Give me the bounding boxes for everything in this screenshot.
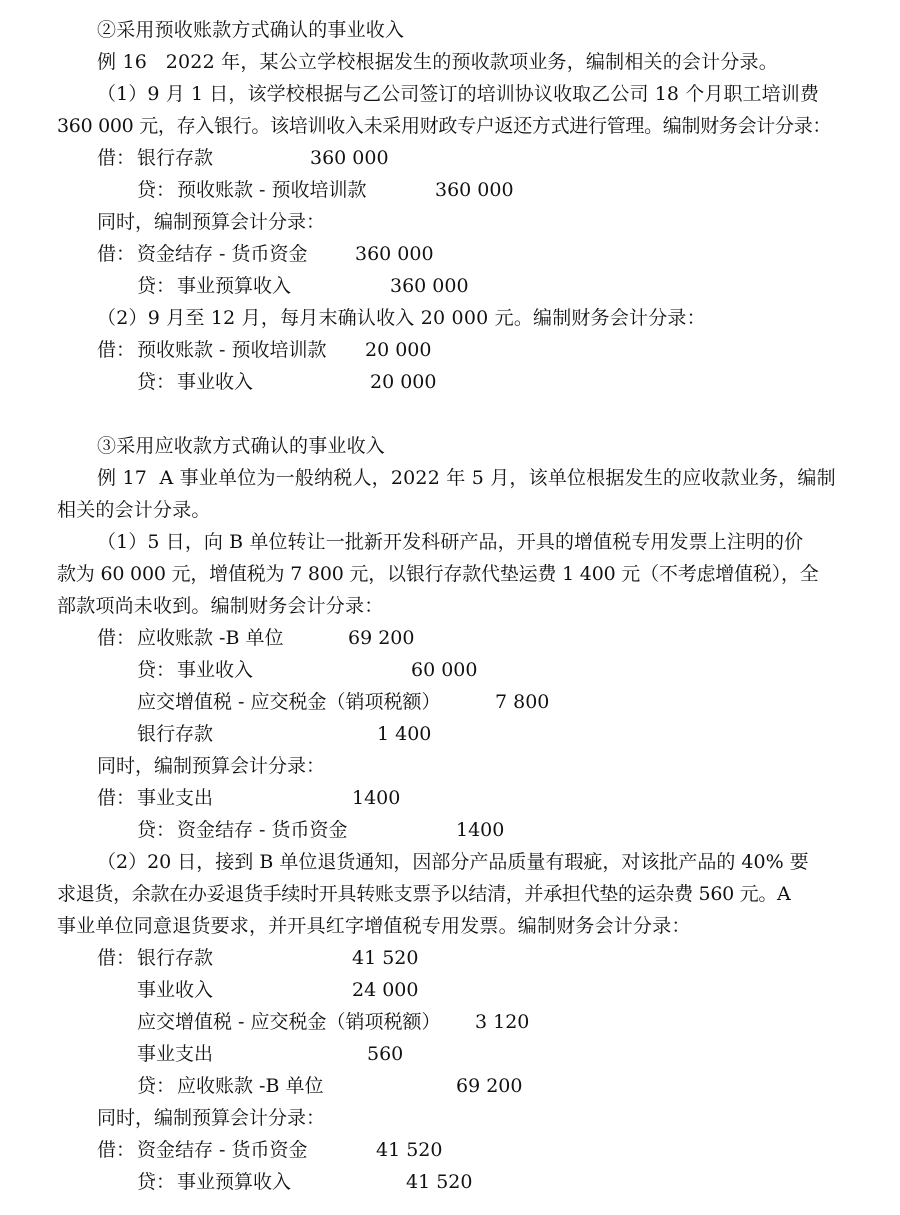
entry-side-debit: 借： xyxy=(97,947,136,969)
section-heading-advance-receipts: ②采用预收账款方式确认的事业收入 xyxy=(97,19,405,41)
entry-account: 事业支出 xyxy=(137,787,214,809)
entry-account: 银行存款 xyxy=(137,723,214,745)
entry-amount: 1 400 xyxy=(377,723,432,745)
entry-account: 应交增值税 - 应交税金（销项税额） xyxy=(137,691,441,713)
entry-amount: 1400 xyxy=(352,787,401,809)
entry-amount: 360 000 xyxy=(310,147,389,169)
entry-side-debit: 借： xyxy=(97,787,136,809)
entry-account: 银行存款 xyxy=(137,147,214,169)
entry-amount: 360 000 xyxy=(435,179,514,201)
entry-amount: 1400 xyxy=(456,819,505,841)
entry-account: 资金结存 - 货币资金 xyxy=(137,243,308,265)
entry-amount: 20 000 xyxy=(370,371,437,393)
entry-amount: 41 520 xyxy=(352,947,419,969)
entry-side-debit: 借： xyxy=(97,1139,136,1161)
example-16-item1-line2: 360 000 元，存入银行。该培训收入未采用财政专户返还方式进行管理。编制财务会计分录： xyxy=(57,115,832,137)
section-heading-receivables: ③采用应收款方式确认的事业收入 xyxy=(97,435,386,457)
entry-side-credit: 贷： xyxy=(137,179,176,201)
entry-account: 事业预算收入 xyxy=(177,1171,292,1193)
example-17-intro-line2: 相关的会计分录。 xyxy=(57,499,211,521)
example-17-intro-line1: 例 17 A 事业单位为一般纳税人，2022 年 5 月，该单位根据发生的应收款业务，编制 xyxy=(97,467,836,489)
entry-amount: 560 xyxy=(367,1043,404,1065)
example-16-intro: 例 16 2022 年，某公立学校根据发生的预收款项业务，编制相关的会计分录。 xyxy=(97,51,778,73)
entry-amount: 69 200 xyxy=(456,1075,523,1097)
entry-side-debit: 借： xyxy=(97,627,136,649)
entry-account: 应交增值税 - 应交税金（销项税额） xyxy=(137,1011,441,1033)
example-16-item2-line1: （2）9 月至 12 月，每月末确认收入 20 000 元。编制财务会计分录： xyxy=(97,307,706,329)
example-17-item1-line3: 部款项尚未收到。编制财务会计分录： xyxy=(57,595,384,617)
entry-side-credit: 贷： xyxy=(137,1075,176,1097)
entry-amount: 41 520 xyxy=(406,1171,473,1193)
entry-side-debit: 借： xyxy=(97,147,136,169)
entry-account: 资金结存 - 货币资金 xyxy=(177,819,348,841)
example-16-item1-line1: （1）9 月 1 日，该学校根据与乙公司签订的培训协议收取乙公司 18 个月职工培训费 xyxy=(97,83,819,105)
entry-side-credit: 贷： xyxy=(137,659,176,681)
entry-account: 资金结存 - 货币资金 xyxy=(137,1139,308,1161)
entry-side-debit: 借： xyxy=(97,243,136,265)
entry-amount: 69 200 xyxy=(348,627,415,649)
entry-amount: 7 800 xyxy=(495,691,550,713)
entry-account: 预收账款 - 预收培训款 xyxy=(177,179,367,201)
entry-account: 银行存款 xyxy=(137,947,214,969)
entry-account: 事业支出 xyxy=(137,1043,214,1065)
budget-entry-note: 同时，编制预算会计分录： xyxy=(97,755,326,777)
entry-side-credit: 贷： xyxy=(137,275,176,297)
entry-account: 应收账款 -B 单位 xyxy=(177,1075,324,1097)
entry-side-credit: 贷： xyxy=(137,371,176,393)
entry-amount: 360 000 xyxy=(390,275,469,297)
example-17-item1-line1: （1）5 日，向 B 单位转让一批新开发科研产品，开具的增值税专用发票上注明的价 xyxy=(97,531,804,553)
example-17-item2-line2: 求退货，余款在办妥退货手续时开具转账支票予以结清，并承担代垫的运杂费 560 元。A xyxy=(57,883,791,905)
entry-account: 事业收入 xyxy=(177,371,254,393)
entry-account: 事业预算收入 xyxy=(177,275,292,297)
entry-amount: 41 520 xyxy=(376,1139,443,1161)
entry-account: 预收账款 - 预收培训款 xyxy=(137,339,327,361)
entry-amount: 60 000 xyxy=(411,659,478,681)
entry-side-debit: 借： xyxy=(97,339,136,361)
entry-side-credit: 贷： xyxy=(137,819,176,841)
entry-account: 事业收入 xyxy=(177,659,254,681)
example-17-item1-line2: 款为 60 000 元，增值税为 7 800 元，以银行存款代垫运费 1 400 元（不考虑增值税），全 xyxy=(57,563,819,585)
entry-amount: 20 000 xyxy=(365,339,432,361)
entry-account: 应收账款 -B 单位 xyxy=(137,627,284,649)
example-17-item2-line3: 事业单位同意退货要求，并开具红字增值税专用发票。编制财务会计分录： xyxy=(57,915,691,937)
budget-entry-note: 同时，编制预算会计分录： xyxy=(97,211,326,233)
entry-account: 事业收入 xyxy=(137,979,214,1001)
entry-amount: 360 000 xyxy=(355,243,434,265)
entry-amount: 3 120 xyxy=(475,1011,530,1033)
budget-entry-note: 同时，编制预算会计分录： xyxy=(97,1107,326,1129)
example-17-item2-line1: （2）20 日，接到 B 单位退货通知，因部分产品质量有瑕疵，对该批产品的 40% 要 xyxy=(97,851,809,873)
entry-amount: 24 000 xyxy=(352,979,419,1001)
entry-side-credit: 贷： xyxy=(137,1171,176,1193)
